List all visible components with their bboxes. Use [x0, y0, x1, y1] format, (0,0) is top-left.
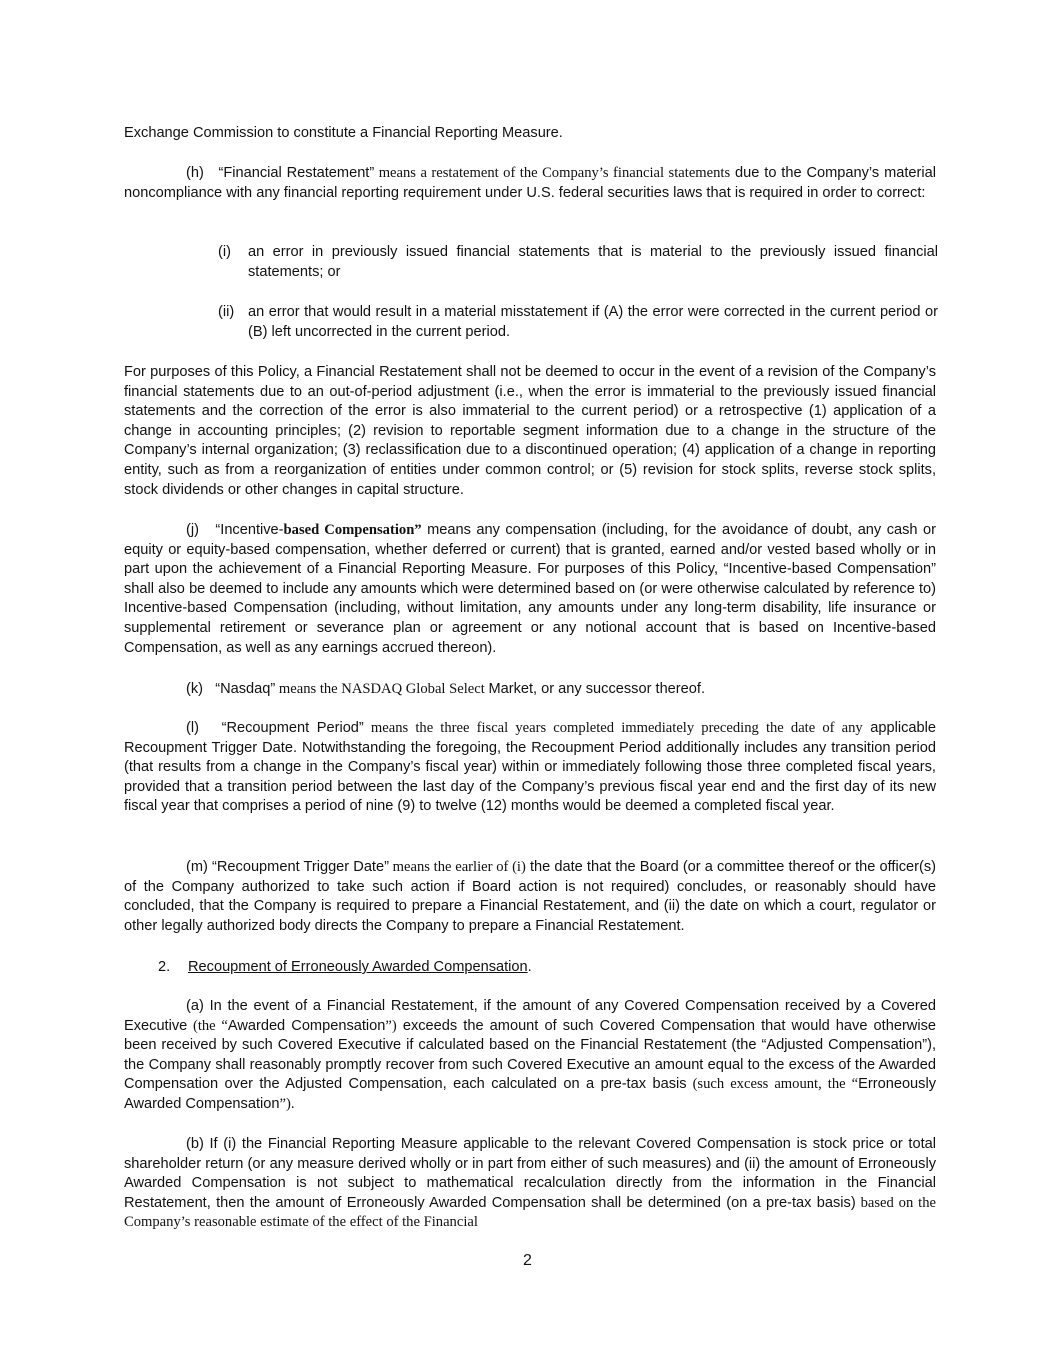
defined-term: “Recoupment Trigger Date”: [212, 859, 389, 875]
definition-m: [124, 858, 936, 936]
defined-term: “Recoupment Period”: [221, 720, 364, 736]
paragraph-text: ”): [385, 1017, 397, 1034]
defined-term: based Compensation”: [283, 522, 422, 538]
definition-k: [124, 680, 936, 700]
paragraph-text: (the “: [187, 1017, 228, 1034]
definition-text: applicable Recoupment Trigger Date. Notwithstanding the foregoing, the Recoupment Period additionally includes any transition period (that results from a change in the Company’s fiscal year) within or immediately following those three completed fiscal years, provided that a transition period between the last day of the Company’s previous fiscal year end and the first day of its new fiscal year that comprises a period of nine (9) to twelve (12) months would be deemed a completed fiscal year.: [124, 720, 936, 815]
purposes-paragraph: [124, 363, 936, 500]
defined-term: “Nasdaq”: [215, 681, 276, 697]
paragraph-b: [124, 1135, 936, 1233]
sub-item-number: (i): [218, 244, 231, 260]
clause-label: (l): [186, 720, 199, 736]
section-title: Recoupment of Erroneously Awarded Compensation: [188, 959, 528, 975]
continuation-text: Exchange Commission to constitute a Financial Reporting Measure.: [124, 125, 563, 141]
clause-label: (h): [186, 165, 204, 181]
defined-term: Awarded Compensation: [227, 1017, 386, 1034]
definition-text: means any compensation (including, for the avoidance of doubt, any cash or equity or equity-based compensation, whether deferred or current) that is granted, earned and/or vested based wholly or in part upon the achievement of a Financial Reporting Measure. For purposes of this Policy, “Incentive-based Compensation” shall also be deemed to include any amounts which were determined based on (or were otherwise calculated by reference to) Incentive-based Compensation (including, without limitation, any amounts under any long-term disability, life insurance or supplemental retirement or severance plan or agreement or any notional account that is based on Incentive-based Compensation, as well as any earnings accrued thereon).: [124, 522, 936, 656]
definition-h: [124, 164, 936, 203]
definition-text: means the earlier of (i): [388, 859, 526, 875]
definition-text: due to the Company’s material noncompliance with any financial reporting requirement under U.S. federal securities laws that is required in order to correct:: [124, 165, 936, 201]
paragraph-text: ”), the Company shall reasonably promptly recover from such Covered Executive an amount equal to the excess of the Awarded Compensation over the Adjusted Compensation, each calculated on a pre-tax basis: [124, 1037, 936, 1093]
definition-text: Market, or any successor thereof.: [488, 681, 705, 697]
clause-label: (k): [186, 681, 204, 697]
sub-item-i: [218, 243, 938, 282]
paragraph-text: For purposes of this Policy, a Financial Restatement shall not be deemed to occur in the event of a revision of the Company’s financial statements due to an out-of-period adjustment (i.e., when the error is immaterial to the previously issued financial statements and the correction of the error is also immaterial to the current period) or a retrospective (1) application of a change in accounting principles; (2) revision to reportable segment information due to a change in the structure of the Company’s internal organization; (3) reclassification due to a discontinued operation; (4) application of a change in reporting entity, such as from a reorganization of entities under common control; or (5) revision for stock splits, reverse stock splits, stock dividends or other changes in capital structure.: [124, 364, 936, 498]
continuation-line: [124, 124, 936, 144]
clause-label: (m): [186, 859, 208, 875]
sub-item-text: an error in previously issued financial statements that is material to the previously issued financial statements; or: [248, 244, 938, 280]
paragraph-text: based on the Company’s reasonable estimate of the effect of the Financial: [124, 1194, 936, 1231]
definition-j: [124, 521, 936, 658]
defined-term: “Incentive-: [215, 522, 284, 538]
paragraph-text: (such excess amount, the “: [686, 1076, 859, 1093]
definition-text: means the three fiscal years completed immediately preceding the date of any: [363, 720, 863, 736]
definition-text: means a restatement of the Company’s financial statements: [374, 165, 731, 181]
section-title-period: .: [527, 959, 532, 975]
sub-item-number: (ii): [218, 304, 235, 320]
defined-term: Adjusted Compensation: [766, 1037, 923, 1054]
paragraph-a: [124, 997, 936, 1115]
section-heading: [158, 958, 532, 978]
paragraph-text: exceeds the amount of such Covered Compensation that would have otherwise been received by such Covered Executive if calculated based on the Financial Restatement (the “: [124, 1017, 936, 1054]
defined-term: “Financial Restatement”: [218, 165, 375, 181]
paragraph-text: In the event of a Financial Restatement, if the amount of any Covered Compensation received by a Covered Executive: [124, 998, 936, 1034]
definition-text: means the NASDAQ Global Select: [275, 681, 489, 697]
defined-term: Erroneously Awarded Compensation: [124, 1076, 937, 1112]
paragraph-text: If (i) the Financial Reporting Measure applicable to the relevant Covered Compensation is stock price or total shareholder return (or any measure derived wholly or in part from either of such measures) and (ii) the amount of Erroneously Awarded Compensation is not subject to mathematical recalculation directly from the information in the Financial Restatement, then the amount of Erroneously Awarded Compensation shall be determined (on a pre-tax basis): [124, 1136, 936, 1211]
paragraph-text: ”).: [279, 1095, 295, 1112]
sub-item-ii: [218, 303, 938, 342]
clause-label: (b): [186, 1136, 204, 1152]
definition-text: the date that the Board (or a committee thereof or the officer(s) of the Company authorized to take such action if Board action is not required) concludes, or reasonably should have concluded, that the Company is required to prepare a Financial Restatement, and (ii) the date on which a court, regulator or other legally authorized body directs the Company to prepare a Financial Restatement.: [124, 859, 936, 934]
page-number: 2: [523, 1252, 532, 1269]
section-number: 2.: [158, 959, 171, 975]
definition-l: [124, 719, 936, 817]
sub-item-text: an error that would result in a material misstatement if (A) the error were corrected in the current period or (B) left uncorrected in the current period.: [248, 304, 938, 340]
clause-label: (a): [186, 998, 204, 1014]
clause-label: (j): [186, 522, 199, 538]
